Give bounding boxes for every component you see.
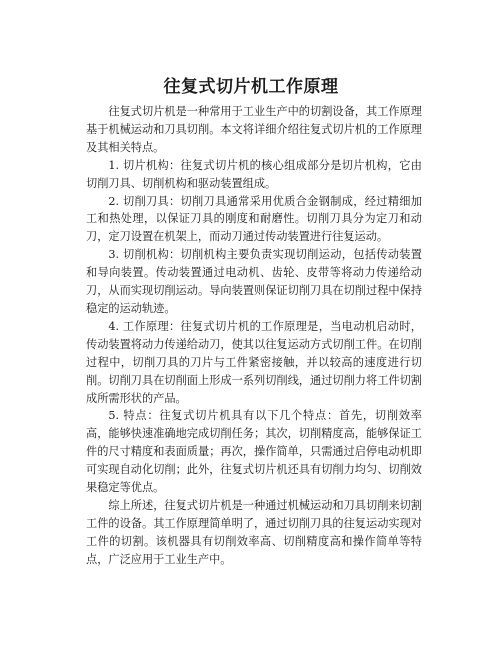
paragraph-features: 5. 特点：往复式切片机具有以下几个特点：首先，切削效率高，能够快速准确地完成切削任务；其次，切削精度高，能够保证工件的尺寸精度和表面质量；再次，操作简单，只需通过启停电动机即可实现自动化切削；此外，往复式切片机还具有切削力均匀、切削效果稳定等优点。	[86, 409, 422, 495]
paragraph-cutting-tool: 2. 切削刀具：切削刀具通常采用优质合金钢制成，经过精细加工和热处理，以保证刀具的刚度和耐磨性。切削刀具分为定刀和动刀，定刀设置在机架上，而动刀通过传动装置进行往复运动。	[86, 194, 422, 244]
paragraph-cutting-mechanism: 1. 切片机构：往复式切片机的核心组成部分是切片机构，它由切削刀具、切削机构和驱动装置组成。	[86, 158, 422, 190]
document-body	[86, 103, 422, 569]
paragraph-summary: 综上所述，往复式切片机是一种通过机械运动和刀具切削来切割工件的设备。其工作原理简单明了，通过切削刀具的往复运动实现对工件的切割。该机器具有切削效率高、切削精度高和操作简单等特点，广泛应用于工业生产中。	[86, 498, 422, 566]
paragraph-working-principle: 4. 工作原理：往复式切片机的工作原理是，当电动机启动时，传动装置将动力传递给动刀，使其以往复运动方式切削工件。在切削过程中，切削刀具的刀片与工件紧密接触，并以较高的速度进行切削。切削刀具在切削面上形成一系列切削线，通过切削力将工件切割成所需形状的产品。	[86, 319, 422, 405]
paragraph-intro: 往复式切片机是一种常用于工业生产中的切割设备，其工作原理基于机械运动和刀具切削。本文将详细介绍往复式切片机的工作原理及其相关特点。	[86, 105, 422, 154]
document-title: 往复式切片机工作原理	[163, 77, 339, 97]
paragraph-cutting-drive: 3. 切削机构：切削机构主要负责实现切削运动，包括传动装置和导向装置。传动装置通过电动机、齿轮、皮带等将动力传递给动刀，从而实现切削运动。导向装置则保证切削刀具在切削过程中保持稳定的运动轨迹。	[86, 248, 422, 315]
